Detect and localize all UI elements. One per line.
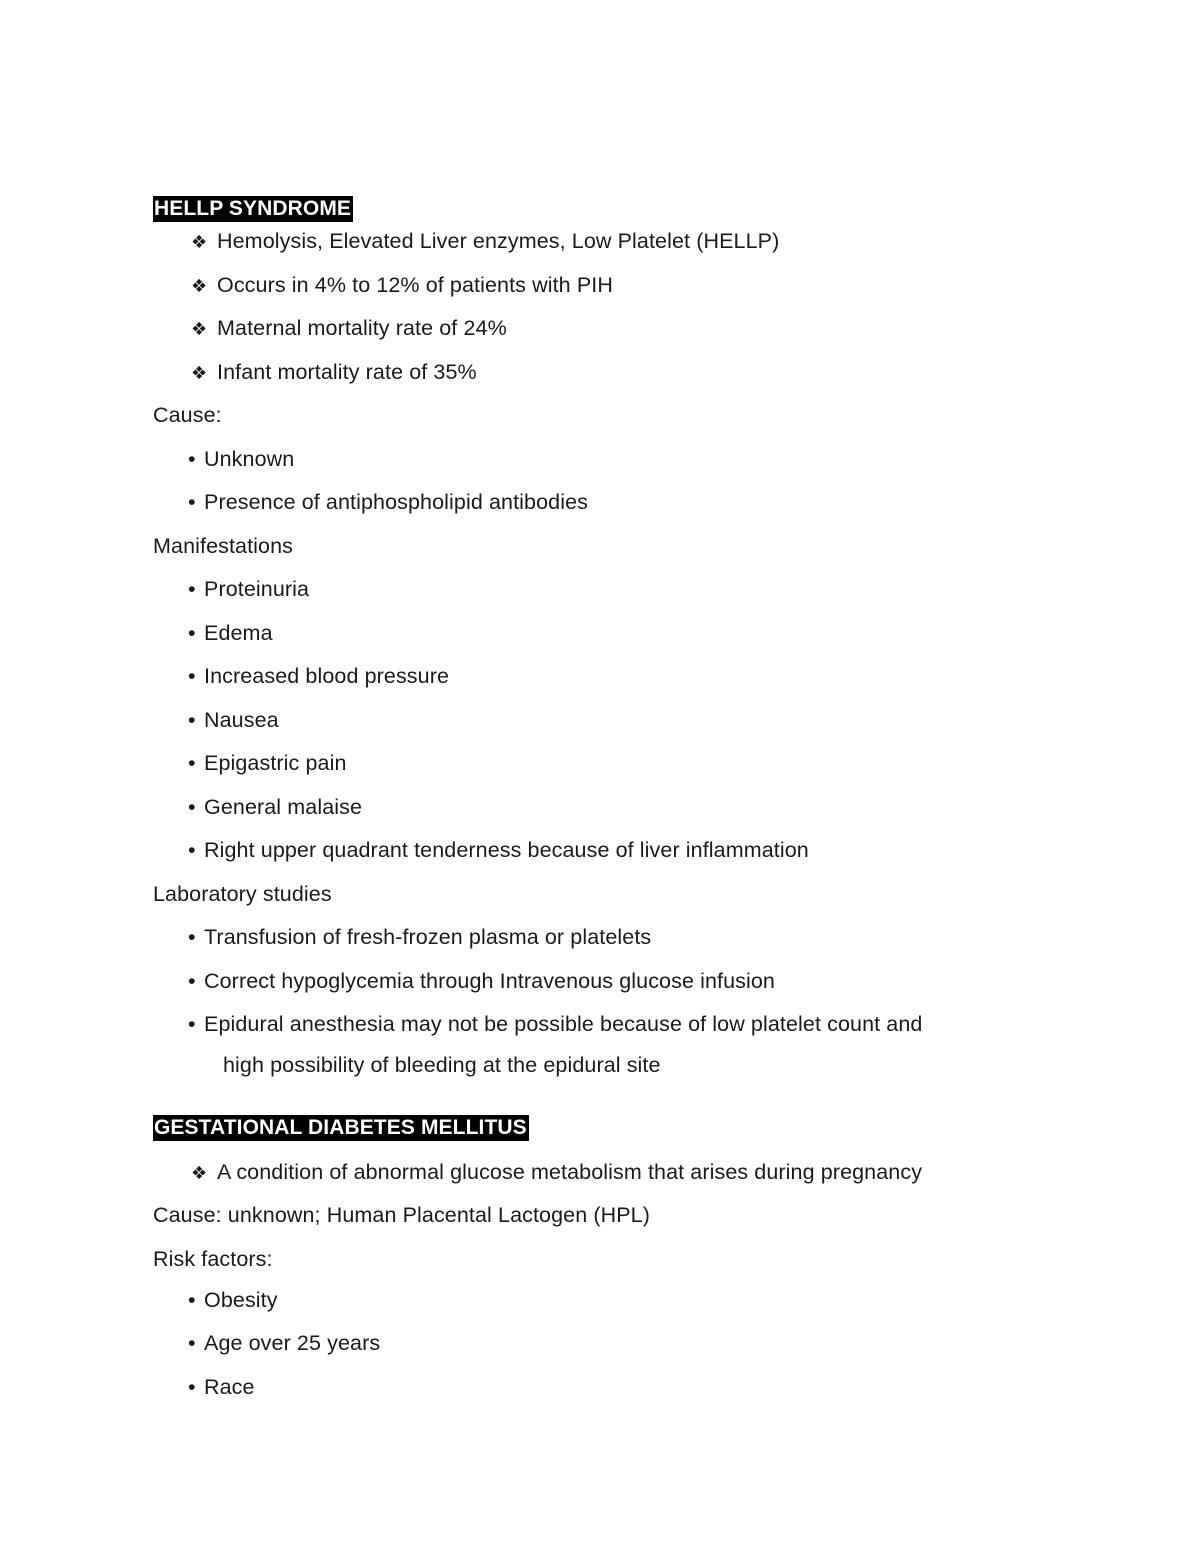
cause-item: • Presence of antiphospholipid antibodies [153, 487, 1053, 531]
diamond-bullet-icon: ❖ [191, 232, 208, 252]
document-content [153, 196, 1053, 1415]
lab-item: • Epidural anesthesia may not be possible because of low platelet count and [153, 1009, 1053, 1050]
hellp-point: ❖ Infant mortality rate of 35% [153, 357, 1053, 401]
manifestation-item: • Increased blood pressure [153, 661, 1053, 705]
diamond-bullet-icon: ❖ [191, 362, 208, 383]
lab-item: • Correct hypoglycemia through Intravenous glucose infusion [153, 966, 1053, 1010]
bullet-icon: • [188, 751, 196, 775]
bullet-icon: • [188, 794, 196, 819]
manifestations-label: Manifestations [153, 533, 294, 558]
risk-item: • Age over 25 years [153, 1328, 1053, 1372]
diamond-bullet-icon: ❖ [191, 275, 208, 296]
bullet-icon: • [188, 1287, 196, 1312]
gdm-point: ❖ A condition of abnormal glucose metabolism that arises during pregnancy [153, 1157, 1053, 1201]
manifestation-item: • Edema [153, 618, 1053, 662]
section-heading-hellp-row [153, 196, 1053, 226]
bullet-icon: • [188, 620, 196, 645]
cause-label: Cause: [153, 403, 222, 427]
gdm-cause-line: Cause: unknown; Human Placental Lactogen (HPL) [153, 1203, 650, 1227]
bullet-icon: • [188, 1374, 196, 1399]
manifestation-item: • Proteinuria [153, 574, 1053, 618]
section-heading-hellp: HELLP SYNDROME [154, 197, 352, 220]
hellp-point: ❖ Occurs in 4% to 12% of patients with PIH [153, 270, 1053, 314]
hellp-point: ❖ Hemolysis, Elevated Liver enzymes, Low Platelet (HELLP) [153, 226, 1053, 270]
manifestation-item: • Nausea [153, 705, 1053, 749]
bullet-icon: • [188, 838, 196, 862]
bullet-icon: • [188, 446, 196, 471]
manifestation-item: • General malaise [153, 792, 1053, 836]
bullet-icon: • [188, 925, 196, 949]
cause-item: • Unknown [153, 444, 1053, 488]
bullet-icon: • [188, 968, 196, 993]
manifestation-item: • Epigastric pain [153, 748, 1053, 792]
risk-item: • Race [153, 1372, 1053, 1416]
laboratory-label: Laboratory studies [153, 881, 332, 906]
bullet-icon: • [188, 490, 196, 514]
diamond-bullet-icon: ❖ [191, 1162, 208, 1183]
bullet-icon: • [188, 577, 196, 601]
bullet-icon: • [188, 1012, 196, 1036]
risk-item: • Obesity [153, 1285, 1053, 1329]
section-heading-gdm-row [153, 1115, 1053, 1145]
bullet-icon: • [188, 707, 196, 732]
lab-item-continuation: high possibility of bleeding at the epidural site [223, 1053, 661, 1077]
lab-item: • Transfusion of fresh-frozen plasma or platelets [153, 922, 1053, 966]
bullet-icon: • [188, 1331, 196, 1355]
manifestation-item: • Right upper quadrant tenderness because of liver inflammation [153, 835, 1053, 879]
section-heading-gdm: GESTATIONAL DIABETES MELLITUS [154, 1115, 527, 1139]
hellp-point: ❖ Maternal mortality rate of 24% [153, 313, 1053, 357]
risk-factors-label: Risk factors: [153, 1246, 273, 1271]
bullet-icon: • [188, 664, 196, 688]
diamond-bullet-icon: ❖ [191, 319, 208, 339]
